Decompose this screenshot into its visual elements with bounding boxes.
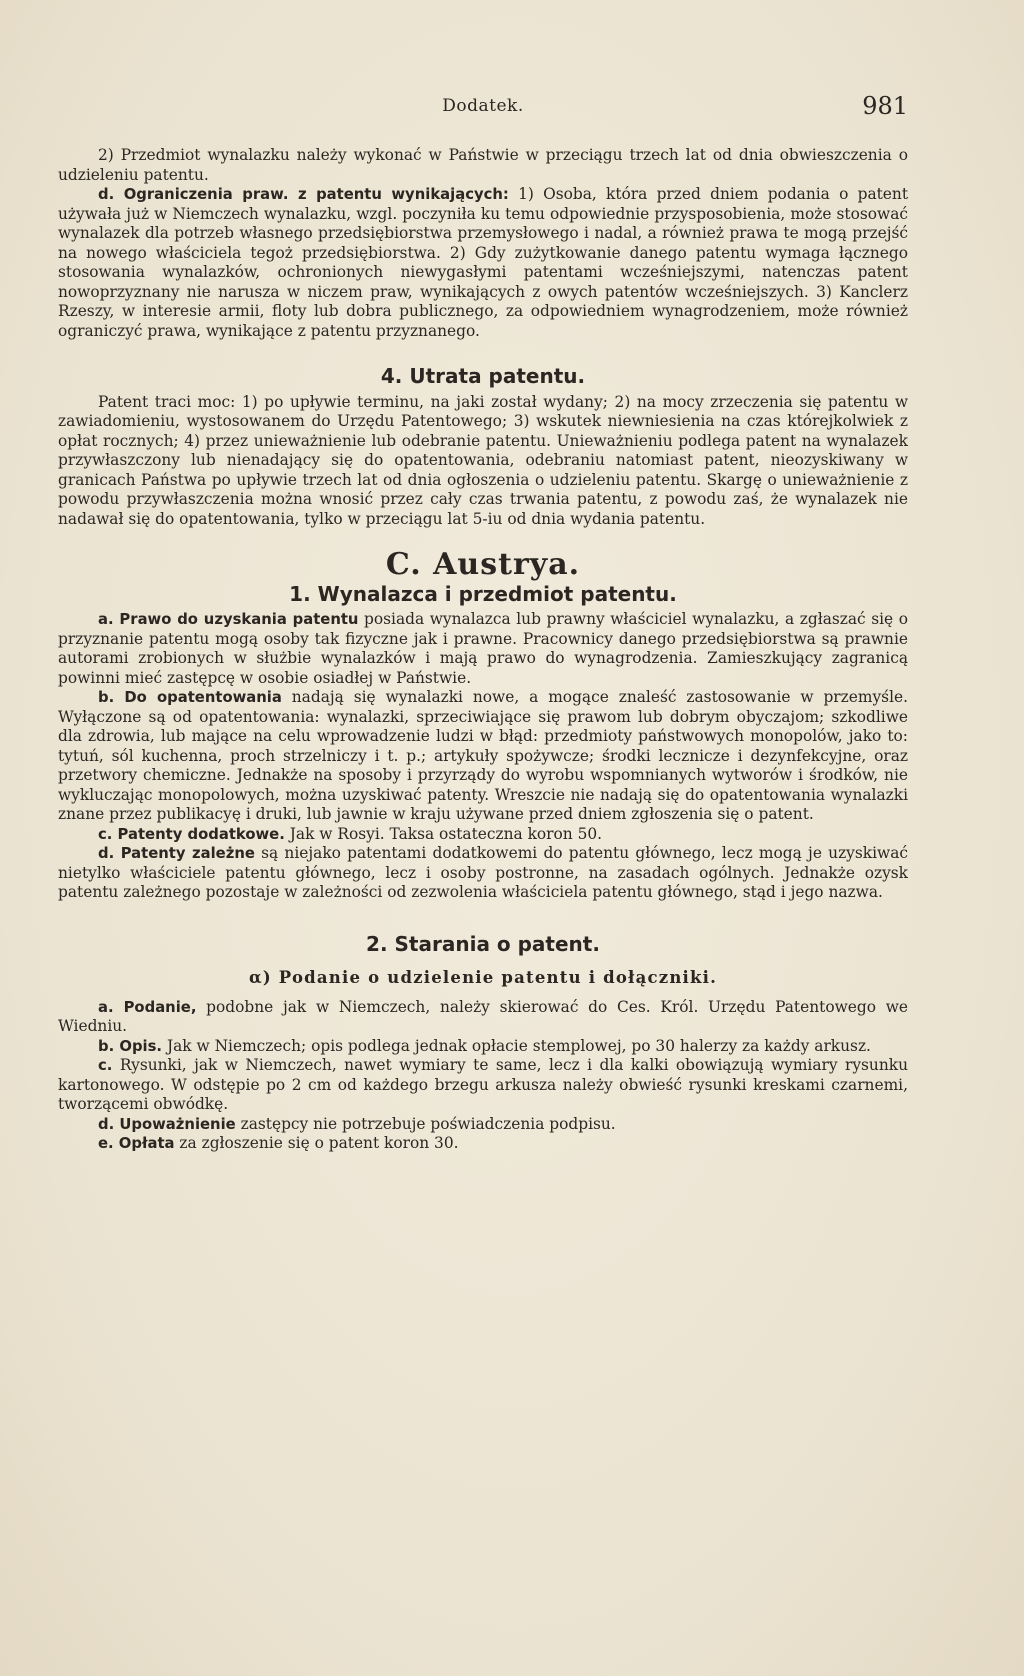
paragraph-label: d. Upoważnienie: [98, 1115, 236, 1133]
paragraph-text: zastępcy nie potrzebuje poświadczenia podpisu.: [235, 1114, 616, 1133]
running-head: Dodatek.: [442, 96, 524, 116]
section-heading-austrya: C. Austrya.: [385, 547, 581, 582]
section-heading-starania: 2. Starania o patent.: [366, 931, 600, 956]
paragraph-label: b. Opis.: [98, 1037, 163, 1055]
paragraph-e: [58, 1134, 908, 1154]
intro-paragraph-d: [58, 185, 908, 341]
section-heading-utrata: 4. Utrata patentu.: [380, 364, 586, 388]
paragraph-label: d. Ograniczenia praw. z patentu wynikających:: [98, 186, 509, 203]
paragraph-d: [58, 1115, 908, 1135]
paragraph-a: [58, 998, 908, 1037]
paragraph-label: b. Do opatentowania: [98, 689, 282, 706]
section-utrata-text: Patent traci moc: 1) po upływie terminu, na jaki został wydany; 2) na mocy zrzeczenia się patentu w zawiadomieniu, wystosowanem do Urzędu Patentowego; 3) wskutek niewniesienia na czas którejkolwiek z opłat rocznych; 4) przez unieważnienie lub odebranie patentu. Unieważnieniu podlega patent na wynalazek przywłaszczony lub nienadający się do opatentowania, odebraniu natomiast patent, nieozyskiwany w granicach Państwa po upływie trzech lat od dnia ogłoszenia o udzieleniu patentu. Skargę o unieważnienie z powodu przywłaszczenia można wnosić przez cały czas trwania patentu, z powodu zaś, że wynalazek nie nadawał się do opatentowania, tylko w przeciągu lat 5-iu od dnia wydania patentu.: [58, 392, 908, 528]
paragraph-a: [58, 610, 908, 688]
page-content: [58, 146, 908, 1154]
paragraph-text: są niejako patentami dodatkowemi do patentu głównego, lecz mogą je uzyskiwać nietylko właściciele patentu głównego, lecz i osoby postronne, na zasadach ogólnych. Jednakże ozysk patentu zależnego pozostaje w zależności od zezwolenia właściciela patentu głównego, stąd i jego nazwa.: [58, 844, 908, 901]
paragraph-text: nadają się wynalazki nowe, a mogące znaleść zastosowanie w przemyśle. Wyłączone są od opatentowania: wynalazki, sprzeciwiające się prawom lub dobrym obyczajom; szkodliwe dla zdrowia, lub mające na celu wprowadzenie ludzi w błąd: przedmioty państwowych monopolów, jako to: tytuń, sól kuchenna, proch strzelniczy i t. p.; artykuły spożywcze; środki lecznicze i dezynfekcyjne, oraz przetwory chemiczne. Jednakże na sposoby i przyrządy do wyrobu wspomnianych wytworów i środków, nie wykluczając monopolowych, można uzyskiwać patenty. Wreszcie nie nadają się do opatentowania wynalazki znane przez publikacyę i druki, lub jawnie w kraju używane przed dniem zgłoszenia się o patent.: [58, 688, 908, 823]
paragraph-c: [58, 1056, 908, 1115]
paragraph-text: podobne jak w Niemczech, należy skierować do Ces. Król. Urzędu Patentowego we Wiedniu.: [58, 997, 908, 1035]
paragraph-label: a. Prawo do uzyskania patentu: [98, 611, 359, 628]
intro-paragraph-2: 2) Przedmiot wynalazku należy wykonać w Państwie w przeciągu trzech lat od dnia obwieszczenia o udzieleniu patentu.: [58, 146, 908, 184]
paragraph-text: Jak w Rosyi. Taksa ostateczna koron 50.: [284, 824, 603, 843]
paragraph-text: posiada wynalazca lub prawny właściciel wynalazku, a zgłaszać się o przyznanie patentu mogą osoby tak fizyczne jak i prawne. Pracownicy danego przedsiębiorstwa są prawnie autorami zrobionych w służbie wynalazków i mają prawo do wynagrodzenia. Zamieszkujący zagranicą powinni mieć zastępcę w osobie osiadłej w Państwie.: [58, 610, 908, 687]
paragraph-d: [58, 844, 908, 903]
paragraph-label: c. Patenty dodatkowe.: [98, 825, 285, 843]
paragraph-b: [58, 1037, 908, 1057]
paragraph-text: Jak w Niemczech; opis podlega jednak opłacie stemplowej, po 30 halerzy za każdy arkusz.: [162, 1036, 871, 1055]
page-header: [58, 92, 908, 136]
subsection-heading-podanie: α) Podanie o udzielenie patentu i dołączniki.: [248, 968, 718, 987]
paragraph-c: [58, 825, 908, 845]
paragraph-b: [58, 688, 908, 825]
page-number: 981: [862, 92, 908, 120]
paragraph-label: e. Opłata: [98, 1135, 175, 1152]
paragraph-text: Rysunki, jak w Niemczech, nawet wymiary te same, lecz i dla kalki obowiązują wymiary rysunku kartonowego. W odstępie po 2 cm od każdego brzegu arkusza należy obwieść rysunki kreskami czarnemi, tworzącemi obwódkę.: [58, 1056, 908, 1113]
paragraph-text: za zgłoszenie się o patent koron 30.: [174, 1134, 459, 1152]
paragraph-label: d. Patenty zależne: [98, 845, 255, 862]
paragraph-label: c.: [98, 1057, 113, 1074]
section-heading-wynalazca: 1. Wynalazca i przedmiot patentu.: [289, 581, 677, 606]
paragraph-label: a. Podanie,: [98, 998, 197, 1016]
paragraph-text: 1) Osoba, która przed dniem podania o patent używała już w Niemczech wynalazku, wzgl. poczyniła ku temu odpowiednie przysposobienia, może stosować wynalazek dla potrzeb własnego przedsiębiorstwa przemysłowego i nadal, a również prawa te mogą przejść na nowego właściciela tegoż przedsiębiorstwa. 2) Gdy zużytkowanie danego patentu wymaga łącznego stosowania wynalazków, ochronionych niewygasłymi patentami wcześniejszymi, natenczas patent nowoprzyznany nie narusza w niczem praw, wynikających z owych patentów wcześniejszych. 3) Kanclerz Rzeszy, w interesie armii, floty lub dobra publicznego, za odpowiedniem wynagrodzeniem, może również ograniczyć prawa, wynikające z patentu przyznanego.: [58, 185, 909, 340]
